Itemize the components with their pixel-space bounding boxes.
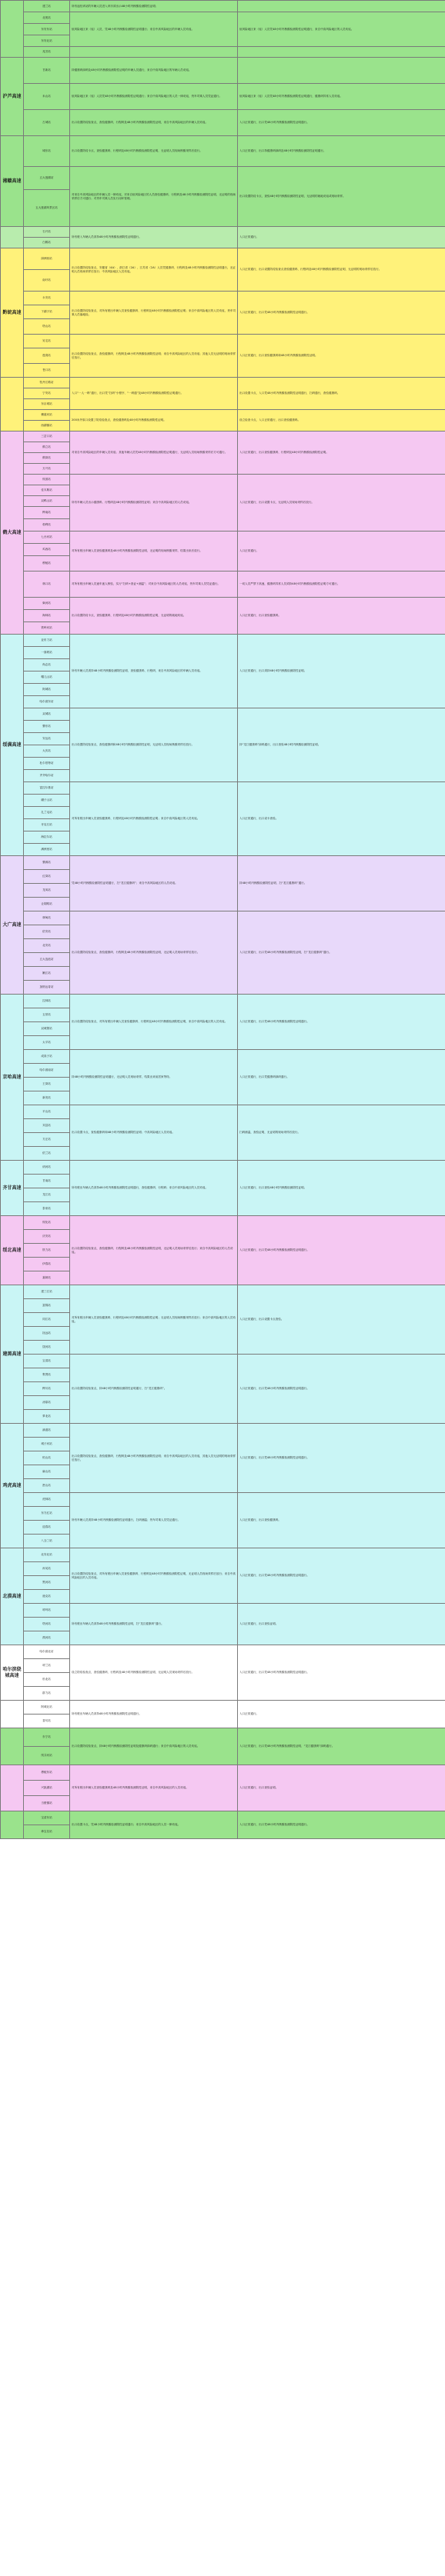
policy-note-entry (238, 1, 445, 12)
station-name: 南圩站 (24, 270, 70, 292)
table-row (1, 1050, 445, 1064)
station-name: 方正站 (24, 1133, 70, 1147)
station-name: 牧丹江路站 (24, 378, 70, 388)
road-name: 绥北高速 (1, 1216, 24, 1285)
station-name: 饶河站 (24, 1341, 70, 1355)
station-name: 逊克站 (24, 1590, 70, 1604)
table-row (1, 47, 445, 58)
station-name: 加格达奇站 (24, 981, 70, 995)
policy-note-entry: 入口正常通行，出口查验健康码和48小时内核酸检测阴性证明。 (238, 335, 445, 378)
station-name: 绥化站 (24, 1216, 70, 1230)
station-name: 北苑站 (24, 12, 70, 24)
station-name: 拉林站 (24, 995, 70, 1008)
station-name: 碾子山站 (24, 795, 70, 807)
policy-note-entry: 入口正常通行，出口凭48小时内核酸检测阴性证明通行。 (238, 110, 445, 136)
station-name: 穆棱站 (24, 556, 70, 572)
table-row (1, 1285, 445, 1299)
policy-note: 低风险地区来（返）人员凭48小时内核酸检测阴性证明通行；来自中高风险地区的人员一律劝返，货车司乘人员凭证通行。 (70, 84, 238, 110)
table-row (1, 335, 445, 348)
station-name: 绥芬河站 (24, 1747, 70, 1765)
table-row (1, 1216, 445, 1230)
policy-note-entry: 低风险地区来（返）人员凭48小时内核酸检测阴性证明通行，来自中高风险地区的人员劝返。 (238, 12, 445, 47)
station-name: 虎林站 (24, 1493, 70, 1507)
table-row (1, 410, 445, 421)
table-row (1, 110, 445, 136)
policy-note: 凭48小时内核酸检测阴性证明通行，扫“龙江健康码”；来自中高风险地区的人员劝返。 (70, 856, 238, 911)
policy-note-entry: 入口正常通行，出口凭48小时内核酸检测阴性证明、“龙江健康码”绿码通行。 (238, 1728, 445, 1765)
table-row (1, 432, 445, 442)
station-name: 兆芳站 (24, 47, 70, 58)
station-name: 密山站 (24, 1479, 70, 1493)
station-name: 讷河站 (24, 1161, 70, 1175)
road-name: 绥满高速 (1, 635, 24, 856)
table-row (1, 58, 445, 84)
station-name: 亚布力站 (24, 635, 70, 647)
road-name: 齐甘高速 (1, 1161, 24, 1216)
road-name: 北漠高速 (1, 1548, 24, 1645)
table-row (1, 1105, 445, 1119)
station-name: 勃利站 (24, 519, 70, 532)
policy-note-entry: 入口正常通行，出口设置防疫检查点查验健康码、行程码及48小时内核酸检测阴性证明，无证明的现场采样后放行。 (238, 248, 445, 292)
policy-note-entry: 持48小时内核酸检测阴性证明，扫“龙江健康码”通行。 (238, 856, 445, 911)
station-name: 牙克石站 (24, 819, 70, 831)
policy-note-entry: 出口设置卡点，入口凭48小时内核酸检测阴性证明通行，扫码通行，查验健康码。 (238, 378, 445, 410)
station-name: 汤原站 (24, 1396, 70, 1410)
table-row (1, 136, 445, 167)
table-row (1, 911, 445, 925)
station-name: 珍宝岛站 (24, 1825, 70, 1839)
policy-note-entry (238, 58, 445, 84)
station-name: 鹤岗站 (24, 453, 70, 464)
station-name: 孙吴站 (24, 1562, 70, 1576)
policy-note: 出口设置防疫检查点，查验健康码和48小时内核酸检测阴性证明，无证明人员现场核酸采样后放行。 (70, 708, 238, 782)
policy-note: 持健康码绿码及48小时内核酸检测阴性证明的车辆人员通行，来自中高风险地区的车辆人员劝返。 (70, 58, 238, 84)
policy-note: 设立防疫检查点，查验健康码、行程码及48小时内核酸检测阴性证明，无证明人员现场采样后放行。 (70, 1645, 238, 1701)
table-row (1, 84, 445, 110)
station-name: 塔山站 (24, 319, 70, 335)
station-name: 吴宅站 (24, 335, 70, 348)
table-row (1, 248, 445, 270)
policy-note-entry: 入口正常通行，出口查验健康码。 (238, 1493, 445, 1548)
station-name: 林口站 (24, 572, 70, 598)
policy-note-entry: 入口正常通行，出口凭48小时内核酸检测阴性证明通行。 (238, 995, 445, 1050)
policy-note-entry: 持“龙江健康码”绿码通行，出口查验48小时内核酸检测阴性证明。 (238, 708, 445, 782)
station-name: 北安站 (24, 939, 70, 953)
station-name: 龙江站 (24, 1188, 70, 1202)
station-name: 麻山站 (24, 1465, 70, 1479)
road-name: 黔皖高速 (1, 248, 24, 378)
station-name: 铁力站 (24, 1244, 70, 1258)
station-name: 满洲里站 (24, 844, 70, 856)
policy-note: 出口设置卡点，查验健康码和48小时内核酸检测阴性证明；中高风险地区人员劝返。 (70, 1105, 238, 1161)
table-row (1, 1645, 445, 1659)
station-name: 东安东站 (24, 24, 70, 35)
table-row (1, 1701, 445, 1715)
station-name: 塔河站 (24, 1618, 70, 1631)
policy-note: 对所有驶出车辆人员查验健康码及48小时内核酸检测阴性证明，无证明的现场核酸采样，结果出来后放行。 (70, 532, 238, 572)
table-row (1, 1355, 445, 1368)
policy-note: 出口设置防疫卡点，查验健康码、行程码及48小时内核酸检测阴性证明，无证明的就地劝返。 (70, 598, 238, 635)
station-name: 横道河站 (24, 410, 70, 421)
station-name: 恒山站 (24, 1451, 70, 1465)
policy-note: 对所有驶出车辆人员查验健康码、行程码及48小时内核酸检测阴性证明；无证明人员现场核酸采样后放行；来自中高风险地区的人员劝返。 (70, 1285, 238, 1355)
table-row (1, 856, 445, 870)
station-name: 双城站 (24, 708, 70, 721)
policy-note-entry: 入口正常通行。 (238, 532, 445, 572)
station-name: 五常站 (24, 1008, 70, 1022)
station-name: 当壁镇站 (24, 1796, 70, 1811)
policy-note-entry: 入口正常通行，出口设置卡点查验。 (238, 1285, 445, 1355)
road-name: 哈尔滨绕城高速 (1, 1645, 24, 1701)
policy-note: 出口设置防疫检查点，对所有驶出车辆人员查验健康码、行程码及48小时内核酸检测阴性证明；来自中高风险地区的人员劝返，货车司乘人员落地检。 (70, 292, 238, 335)
road-name: 京哈高速 (1, 995, 24, 1161)
station-name: 黑河站 (24, 1576, 70, 1590)
station-name: 肇东站 (24, 721, 70, 733)
road-name: 鹤大高速 (1, 432, 24, 635)
road-name: 湘赣高速 (1, 136, 24, 227)
policy-note: 出口设置防疫检查点，持48小时内核酸检测阴性证明及健康码绿码通行；来自中高风险地区的人员劝返。 (70, 1728, 238, 1765)
policy-note-entry: 入口正常通行，出口设卡查验。 (238, 782, 445, 856)
policy-note: 出口设置防疫检查点，查验健康码、行程码及48小时内核酸检测阴性证明；来自中高风险地区的人员劝返；其他人员无证明的现场采样后放行。 (70, 335, 238, 378)
station-name: 八五〇站 (24, 1535, 70, 1548)
policy-note: 对所有驶出车辆人员逐车逐人核验，实行“扫码+查证+测温”；对来自中高风险地区的人员劝返，货车司乘人员凭证通行。 (70, 572, 238, 598)
policy-note: 出口设置防疫检查点，持48小时内核酸检测阴性证明通行，扫“龙江健康码”。 (70, 1355, 238, 1424)
policy-note-entry: 入口正常通行，出口凭48小时内核酸检测阴性证明，扫“龙江健康码”通行。 (238, 911, 445, 995)
policy-note: 出口设置防疫检查点，对所有驶出车辆人员查验健康码、行程码及48小时内核酸检测阴性证明，来自中高风险地区的人员劝返。 (70, 995, 238, 1050)
station-name: 成高子站 (24, 1050, 70, 1064)
policy-note-entry: 入口正常通行，出口凭48小时内核酸检测阴性证明通行。 (238, 1811, 445, 1839)
table-row (1, 227, 445, 238)
road-name: 大广高速 (1, 856, 24, 995)
station-name: 齐齐哈尔站 (24, 770, 70, 782)
policy-note (70, 47, 238, 58)
policy-note: 所有车辆人员出示健康码、行程码及48小时内核酸检测阴性证明；来自中高风险地区的人员劝返。 (70, 475, 238, 532)
station-name: 太平站 (24, 1036, 70, 1050)
station-name: 安达站 (24, 733, 70, 745)
policy-note: 对来自中高风险地区的车辆人员一律劝返，对来自低风险地区的人员查验健康码、行程码及48小时内核酸检测阴性证明，无证明的现场采样后方可通行；对货车司乘人员实行闭环管理。 (70, 167, 238, 227)
policy-note-entry: 一切人员严禁下高速，健康码异常人员须持48小时内核酸检测阴性证明方可通行。 (238, 572, 445, 598)
station-name: 红岗站 (24, 870, 70, 884)
station-name: 伊春站 (24, 1258, 70, 1271)
station-name: 宝清东站 (24, 1811, 70, 1825)
policy-note-entry: 入口正常通行，出口凭48小时内核酸检测阴性证明通行。 (238, 292, 445, 335)
station-name: 兴凯湖站 (24, 1781, 70, 1796)
station-name: 白鹤站 (24, 238, 70, 248)
station-name: 扎兰屯站 (24, 807, 70, 819)
station-name: 绿洲西站 (24, 248, 70, 270)
policy-note-entry: 入口正常通行。 (238, 1701, 445, 1728)
station-name: 滴道站 (24, 1424, 70, 1438)
policy-note-entry: 入口正常通行，出口凭48小时内核酸检测阴性证明通行。 (238, 1216, 445, 1285)
station-name: 东安北站 (24, 35, 70, 47)
policy-note: 持48小时内核酸检测阴性证明通行，无证明人员现场采样，结果出来前居家等待。 (70, 1050, 238, 1105)
station-name: 呼兰站 (24, 1659, 70, 1673)
station-name: 桦川站 (24, 1382, 70, 1396)
policy-note: 出口设置防疫检查点，对所有驶出车辆人员查验健康码、行程码及48小时内核酸检测阴性证明，无证明人员现场采样后放行；来自中高风险地区的人员劝返。 (70, 1548, 238, 1604)
table-row (1, 1548, 445, 1562)
station-name: 东宁站 (24, 1728, 70, 1747)
station-name: 王岗站 (24, 1078, 70, 1091)
policy-note: 所有车辆人员须持48小时内核酸检测阴性证明通行，扫码测温；货车司乘人员凭证通行。 (70, 1493, 238, 1548)
table-row (1, 782, 445, 795)
station-name: 永安站 (24, 292, 70, 305)
policy-note-entry: 入口正常通行，出口查验健康码。 (238, 598, 445, 635)
station-name: 依安站 (24, 925, 70, 939)
table-row (1, 167, 445, 190)
station-name: 莲湾站 (24, 348, 70, 364)
station-name: 五大莲湖风景区站 (24, 190, 70, 227)
station-name: 鸡西站 (24, 544, 70, 556)
road-name: 沪芦高速 (1, 58, 24, 136)
policy-note-entry: 入口正常通行，出口查验48小时内核酸检测阴性证明。 (238, 1161, 445, 1216)
policy-note: 出口设置防疫检查点，安徽省（4A）、浙江省（2A）、江苏省（2A）人员凭健康码、行程码及48小时内核酸检测阴性证明通行，无证明人员现场采样后放行；中高风险地区人员劝返。 (70, 248, 238, 292)
table-row (1, 1811, 445, 1825)
policy-note: 出口设置防疫检查点，查验健康码、行程码及48小时内核酸检测阴性证明，来自中高风险地区的车辆人员劝返。 (70, 110, 238, 136)
station-name: 迎春站 (24, 1521, 70, 1535)
policy-note: 所有途经该站的车辆人员进入该市须出示48小时内核酸检测阴性证明； (70, 1, 238, 12)
table-row (1, 292, 445, 305)
table-row (1, 635, 445, 647)
station-name: 桦南站 (24, 507, 70, 519)
station-name: 哈尔滨北站 (24, 1645, 70, 1659)
station-name: 鹤立站 (24, 442, 70, 453)
policy-note-entry: 扫码测温，查验证明，无证明的现场采样后放行。 (238, 1105, 445, 1161)
station-name: 古城站 (24, 110, 70, 136)
policy-note-entry: 出口设置防疫卡点，查验48小时内核酸检测阴性证明，无证明的就地劝返或现场采样。 (238, 167, 445, 227)
policy-note: 出口设置防疫卡点，查验健康码、行程码及48小时内核酸检测阴性证明，无证明人员现场核酸采样后放行。 (70, 136, 238, 167)
road-name (1, 1701, 24, 1728)
policy-note-entry: 入口正常通行，出口持健康码绿码及48小时内核酸检测阴性证明通行。 (238, 136, 445, 167)
policy-note: 低风险地区来（返）人员，凭48小时内核酸检测阴性证明通行；来自中高风险地区的车辆人员劝返。 (70, 12, 238, 47)
station-name: 绥滨站 (24, 475, 70, 485)
station-name: 漠河站 (24, 1631, 70, 1645)
policy-note-entry: 低风险地区来（返）人员凭48小时内核酸检测阴性证明通行，健康码异常人员劝返。 (238, 84, 445, 110)
station-name: 松北站 (24, 1673, 70, 1687)
policy-note-entry: 入口正常通行，出口查验证明。 (238, 1604, 445, 1645)
station-name: 庆安站 (24, 1230, 70, 1244)
station-name: 东京城站 (24, 399, 70, 410)
station-name: 一面坡站 (24, 647, 70, 659)
station-name: 苍口站 (24, 364, 70, 378)
policy-note: 所有驶出车辆人员须持48小时内核酸检测阴性证明通行。 (70, 1701, 238, 1728)
station-name: 城东站 (24, 136, 70, 167)
policy-note-entry: 入口正常通行，出口查验健康码、行程码及48小时内核酸检测阴性证明。 (238, 432, 445, 475)
table-row (1, 378, 445, 388)
table-body (1, 1, 445, 1839)
table-row (1, 572, 445, 598)
station-name: 群力站 (24, 1687, 70, 1701)
table-row (1, 1765, 445, 1781)
table-row (1, 532, 445, 544)
station-name: 呼玛站 (24, 1604, 70, 1618)
station-name: 建三江站 (24, 1285, 70, 1299)
station-name: 平山站 (24, 1105, 70, 1119)
policy-note-entry: 入口正常通行，出口设置卡点，无证明人员现场采样后放行。 (238, 475, 445, 532)
station-name: 七台河站 (24, 532, 70, 544)
station-name: 集贤站 (24, 1368, 70, 1382)
station-name: 林甸站 (24, 911, 70, 925)
station-name: 五大莲湖站 (24, 167, 70, 190)
policy-note-entry: 入口正常通行，出口查验证明。 (238, 1765, 445, 1811)
station-name: 柴河站 (24, 598, 70, 610)
station-name: 穆棱东站 (24, 1765, 70, 1781)
table-row (1, 12, 445, 24)
road-name (1, 227, 24, 248)
road-name: 建黑高速 (1, 1285, 24, 1424)
station-name: 大庆站 (24, 745, 70, 758)
road-name (1, 1765, 24, 1811)
road-name (1, 1811, 24, 1839)
policy-note: 对所有驶出车辆人员查验健康码及48小时内核酸检测阴性证明，来自中高风险地区的人员劝返。 (70, 1765, 238, 1811)
policy-note: 入口“一人一码”通行，出口凭“扫码”小程序、“一码通”及48小时内核酸检测阴性证明通行。 (70, 378, 238, 410)
table-row (1, 475, 445, 485)
policy-note: 所有驶入车辆人员须持48小时内核酸检测阴性证明通行。 (70, 227, 238, 248)
station-name: 嫩江站 (24, 967, 70, 981)
policy-note: 所有驶出车辆人员须持48小时内核酸检测阴性证明通行，查验健康码、行程码；来自中高风险地区的人员劝返。 (70, 1161, 238, 1216)
station-name: 帽儿山站 (24, 671, 70, 684)
table-row (1, 598, 445, 610)
policy-note: 出口设置防疫检查点，查验健康码、行程码及48小时内核酸检测阴性证明，无证明人员现场采样后放行。 (70, 911, 238, 995)
station-name: 西湖镇站 (24, 421, 70, 432)
policy-note-entry: 入口正常通行，出口凭健康码绿码通行。 (238, 1050, 445, 1105)
policy-note-entry: 入口正常通行，出口须持48小时内核酸检测阴性证明。 (238, 635, 445, 708)
road-name: 鸡虎高速 (1, 1424, 24, 1548)
station-name: 阿城北站 (24, 1701, 70, 1715)
station-name: 北安北站 (24, 1548, 70, 1562)
table-row (1, 1493, 445, 1507)
station-name: 让胡路站 (24, 898, 70, 911)
station-name: 阿城站 (24, 684, 70, 696)
station-name: 五大连池站 (24, 953, 70, 967)
station-name: 甘南站 (24, 1175, 70, 1188)
station-name: 肇源站 (24, 856, 70, 870)
policy-note-entry: 入口正常通行，出口凭48小时内核酸检测阴性证明通行。 (238, 1355, 445, 1424)
table-row (1, 1424, 445, 1438)
policy-note-entry: 入口正常通行，出口凭48小时内核酸检测阴性证明通行。 (238, 1548, 445, 1604)
station-name: 佳木斯站 (24, 485, 70, 496)
road-name (1, 1728, 24, 1765)
station-name: 富锦站 (24, 1299, 70, 1313)
table-row (1, 1604, 445, 1618)
station-name: 双城堡站 (24, 1022, 70, 1036)
station-name: 三岔口站 (24, 432, 70, 442)
road-name (1, 1, 24, 58)
table-row (1, 708, 445, 721)
station-name: 城子河站 (24, 1438, 70, 1451)
table-row (1, 995, 445, 1008)
policy-note: 所有驶出车辆人员须持48小时内核酸检测阴性证明，扫“龙江健康码”通行。 (70, 1604, 238, 1645)
policy-note-entry: 入口正常通行。 (238, 227, 445, 248)
policy-note-entry (238, 47, 445, 58)
station-name: 宾县站 (24, 1119, 70, 1133)
station-name: 海林站 (24, 610, 70, 622)
station-name: 泰来站 (24, 1202, 70, 1216)
station-name: 万兴站 (24, 464, 70, 475)
station-name: 铁岭河站 (24, 622, 70, 635)
station-name: 下湖子站 (24, 305, 70, 319)
station-name: 香坊站 (24, 1715, 70, 1728)
station-name: 甘新站 (24, 58, 70, 84)
station-name: 哈尔滨南站 (24, 1064, 70, 1078)
station-name: 嘉荫站 (24, 1271, 70, 1285)
table-row (1, 1728, 445, 1747)
policy-note-entry: 设立检查卡点，入口正常通行，出口查验健康码。 (238, 410, 445, 432)
policy-note: 出口设置防疫检查点，查验健康码、行程码及48小时内核酸检测阴性证明，无证明人员现场采样后放行；来自中高风险地区的人员劝返。 (70, 1216, 238, 1285)
table-row (1, 1161, 445, 1175)
station-name: 宝清站 (24, 1355, 70, 1368)
policy-note: 对所有驶出车辆人员查验健康码、行程码及48小时内核酸检测阴性证明；来自中高风险地区的人员劝返。 (70, 782, 238, 856)
station-name: 哈尔滨东站 (24, 696, 70, 708)
station-name: 抚远站 (24, 1327, 70, 1341)
station-name: 同江站 (24, 1313, 70, 1327)
station-name: 海拉尔站 (24, 831, 70, 844)
station-name: 依兰站 (24, 1147, 70, 1161)
policy-note-entry: 入口正常通行，出口凭48小时内核酸检测阴性证明通行。 (238, 1424, 445, 1493)
station-name: 石兴站 (24, 227, 70, 238)
station-name: 米山站 (24, 84, 70, 110)
road-name (1, 378, 24, 432)
station-name: 建兰站 (24, 1, 70, 12)
station-name: 尚志站 (24, 659, 70, 671)
station-name: 宁安站 (24, 388, 70, 399)
policy-note: 出口设置防疫检查点，查验健康码、行程码及48小时内核酸检测阴性证明；来自中高风险地区的人员劝返，其他人员无证明的现场采样后放行。 (70, 1424, 238, 1493)
station-name: 龙凤站 (24, 884, 70, 898)
station-name: 新发站 (24, 1091, 70, 1105)
policy-note: 所有车辆人员须持48小时内核酸检测阴性证明，查验健康码、行程码，来自中高风险地区的车辆人员劝返。 (70, 635, 238, 708)
table-row (1, 1, 445, 12)
policy-note: 200米外原口设置了防疫检查点，查验健康码及48小时内核酸检测阴性证明。 (70, 410, 238, 432)
station-name: 富拉尔基站 (24, 782, 70, 795)
station-name: 东方红站 (24, 1507, 70, 1521)
station-name: 萝北站 (24, 1410, 70, 1424)
policy-note-entry: 入口正常通行，出口凭48小时内核酸检测阴性证明通行。 (238, 1645, 445, 1701)
policy-note: 对来自中高风险地区的车辆人员劝返；其他车辆人员凭48小时内核酸检测阴性证明通行，无证明人员现场核酸采样后方可通行。 (70, 432, 238, 475)
station-name: 杜尔伯特站 (24, 758, 70, 770)
policy-note: 出口设置卡点，凭48小时内核酸检测阴性证明通行；来自中高风险地区的人员一律劝返。 (70, 1811, 238, 1839)
station-name: 双鸭山站 (24, 496, 70, 507)
